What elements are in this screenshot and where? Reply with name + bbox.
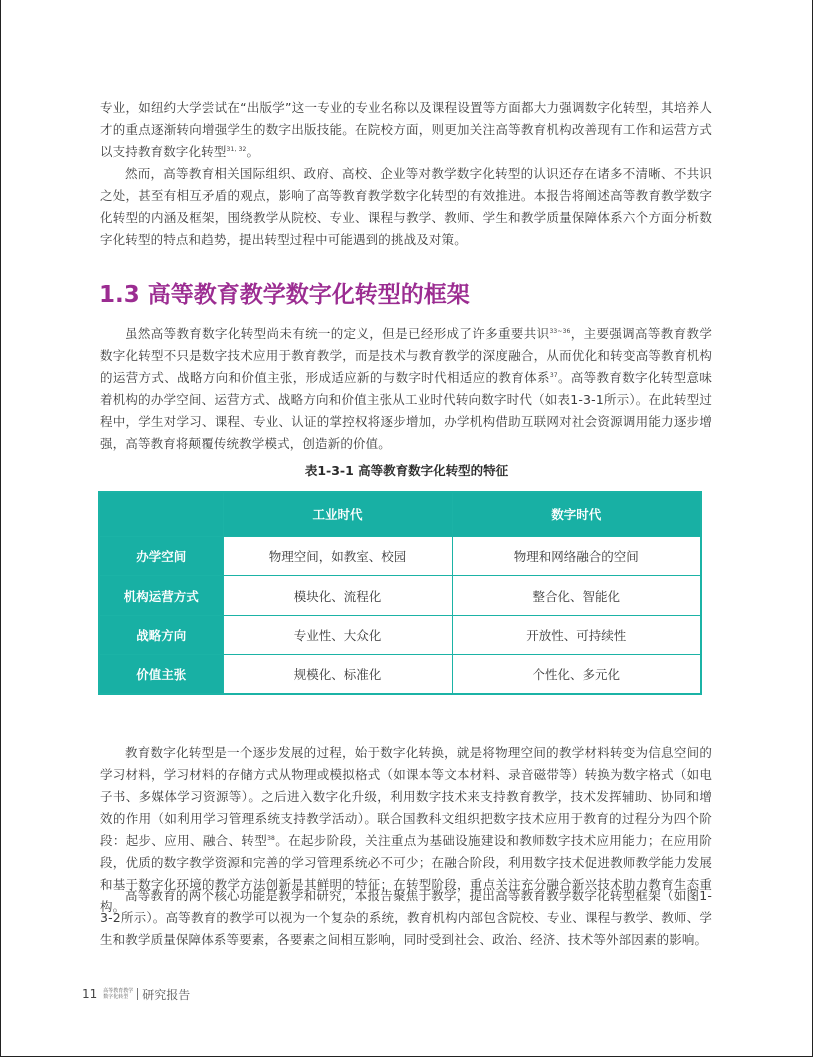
paragraph-text: 。在起步阶段，关注重点为基础设施建设和教师数字技术应用能力；在应用阶段，优质的数字教学资源和完善的学习管理系统必不可少；在融合阶段，利用数字技术促进教师教学能力发展和基于数字化环境的教学方法创新是其鲜明的特征；在转型阶段，重点关注充分融合新兴技术助力教育生态重构。 [100,833,712,914]
paragraph-text: 专业，如纽约大学尝试在“出版学”这一专业的专业名称以及课程设置等方面都大力强调数字化转型，其培养人才的重点逐渐转向增强学生的数字出版技能。在院校方面，则更加关注高等教育机构改善现有工作和运营方式以支持教育数字化转型 [100,100,712,159]
table-row [99,536,701,575]
cell-digital: 个性化、多元化 [452,655,701,694]
table-corner-cell [99,492,223,536]
section-heading: 1.3 高等教育教学数字化转型的框架 [99,282,470,308]
paragraph-text: 。高等教育数字化转型意味着机构的办学空间、运营方式、战略方向和价值主张从工业时代转向数字时代（如表1-3-1所示）。在此转型过程中，学生对学习、课程、专业、认证的掌控权将逐步增加，办学机构借助互联网对社会资源调用能力逐步增强，高等教育将颠覆传统教学模式，创造新的价值。 [100,370,712,451]
column-header-digital: 数字时代 [452,492,701,536]
cell-digital: 物理和网络融合的空间 [452,536,701,575]
cell-digital: 开放性、可持续性 [452,615,701,654]
row-label: 价值主张 [99,655,223,694]
citation-ref: 38 [267,834,276,842]
paragraph-text: 教育数字化转型是一个逐步发展的过程，始于数字化转换，就是将物理空间的教学材料转变为信息空间的学习材料，学习材料的存储方式从物理或模拟格式（如课本等文本材料、录音磁带等）转换为数字格式（如电子书、多媒体学习资源等）。之后进入数字化升级，利用数字技术来支持教育教学，技术发挥辅助、协同和增效的作用（如利用学习管理系统支持教学活动）。联合国教科文组织把数字技术应用于教育的过程分为四个阶段：起步、应用、融合、转型 [100,745,712,848]
paragraph-intro-continued [100,97,712,163]
citation-ref: 33~36 [549,327,571,335]
paragraph-framework: 高等教育的两个核心功能是教学和研究，本报告聚焦于教学，提出高等教育教学数字化转型框架（如图1-3-2所示）。高等教育的教学可以视为一个复杂的系统，教育机构内部包含院校、专业、课程与教学、教师、学生和教学质量保障体系等要素，各要素之间相互影响，同时受到社会、政治、经济、技术等外部因素的影响。 [100,888,712,947]
report-title: 研究报告 [142,987,191,1002]
paragraph-text: 。 [246,144,260,159]
report-logo-mini [103,988,133,1000]
table-caption: 表1-3-1 高等教育数字化转型的特征 [304,463,509,478]
citation-ref: 37 [549,371,558,379]
table-row [99,576,701,615]
paragraph-text: 虽然高等教育数字化转型尚未有统一的定义，但是已经形成了许多重要共识 [125,326,550,341]
row-label: 机构运营方式 [99,576,223,615]
table-header-row [99,492,701,536]
cell-industrial: 模块化、流程化 [223,576,452,615]
row-label: 战略方向 [99,615,223,654]
cell-industrial: 物理空间，如教室、校园 [223,536,452,575]
table-row [99,615,701,654]
citation-ref: 31, 32 [226,145,247,153]
mini-title-line: 高等教育教学 [103,988,134,994]
paragraph-definition [100,323,712,455]
cell-digital: 整合化、智能化 [452,576,701,615]
cell-industrial: 规模化、标准化 [223,655,452,694]
paragraph-report-scope: 然而，高等教育相关国际组织、政府、高校、企业等对教学数字化转型的认识还存在诸多不清晰、不共识之处，甚至有相互矛盾的观点，影响了高等教育教学数字化转型的有效推进。本报告将阐述高等教育教学数字化转型的内涵及框架，围绕教学从院校、专业、课程与教学、教师、学生和教学质量保障体系六个方面分析数字化转型的特点和趋势，提出转型过程中可能遇到的挑战及对策。 [100,166,712,247]
page-footer [82,985,190,1003]
table-row [99,655,701,694]
footer-divider [137,988,138,1000]
column-header-industrial: 工业时代 [223,492,452,536]
row-label: 办学空间 [99,536,223,575]
transformation-features-table [98,491,702,695]
cell-industrial: 专业性、大众化 [223,615,452,654]
mini-title-line: 数字化转型 [103,994,129,1000]
paragraph-text: ，主要强调高等教育教学数字化转型不只是数字技术应用于教育教学，而是技术与教育教学的深度融合，从而优化和转变高等教育机构的运营方式、战略方向和价值主张，形成适应新的与数字时代相适应的教育体系 [100,326,713,385]
page-number: 11 [82,987,98,1001]
